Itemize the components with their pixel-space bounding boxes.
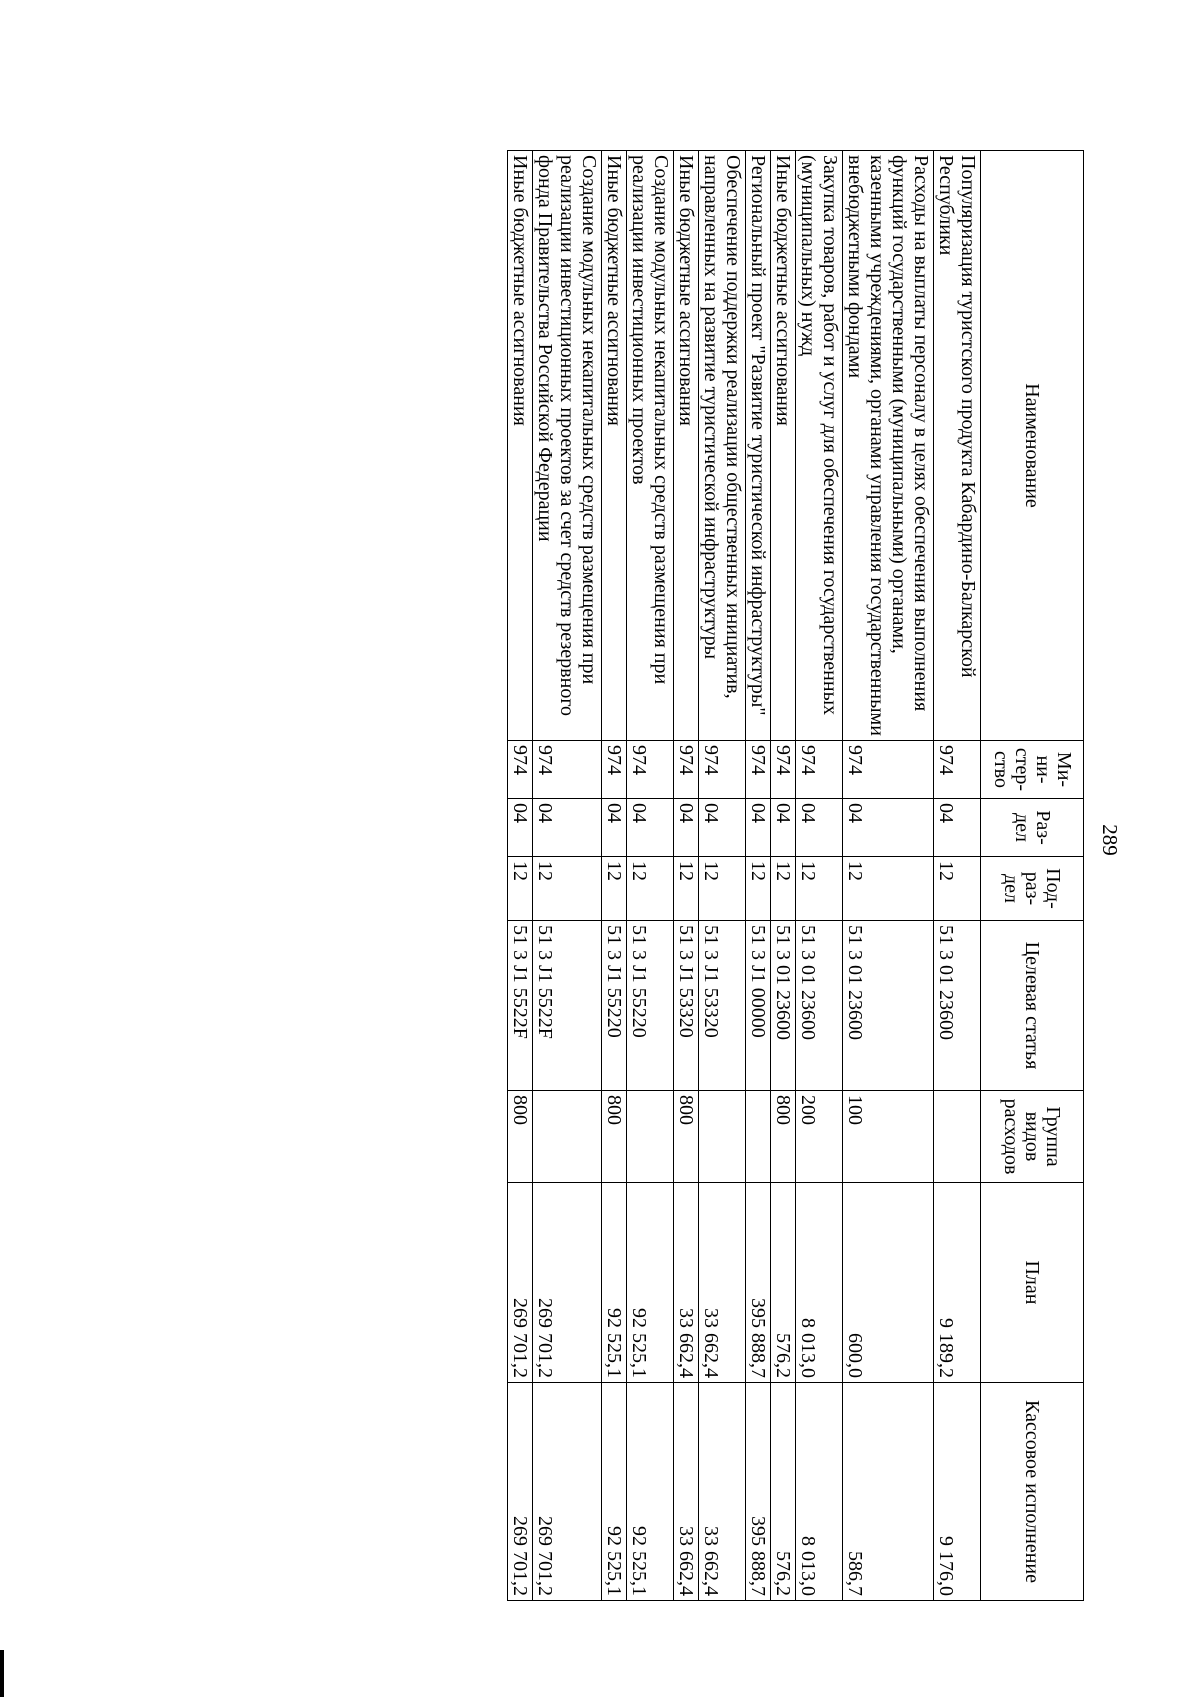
cell-exec: 269 701,2 [533, 1383, 602, 1601]
table-row [602, 151, 627, 1601]
cell-exec: 33 662,4 [674, 1383, 699, 1601]
cell-plan: 33 662,4 [674, 1183, 699, 1383]
cell-name: Региональный проект "Развитие туристической инфраструктуры" [746, 151, 771, 741]
cell-exec: 8 013,0 [796, 1383, 843, 1601]
header-name: Наименование [981, 151, 1084, 741]
cell-name: Иные бюджетные ассигнования [771, 151, 796, 741]
cell-target: 51 3 01 23600 [934, 921, 981, 1091]
cell-target: 51 3 J1 55220 [627, 921, 674, 1091]
table-row [843, 151, 934, 1601]
cell-section: 04 [602, 799, 627, 857]
cell-ministry: 974 [533, 741, 602, 799]
cell-name: Иные бюджетные ассигнования [602, 151, 627, 741]
cell-ministry: 974 [746, 741, 771, 799]
cell-target: 51 3 01 23600 [796, 921, 843, 1091]
cell-exec: 9 176,0 [934, 1383, 981, 1601]
cell-section: 04 [746, 799, 771, 857]
budget-table [507, 150, 1084, 1601]
cell-group: 800 [771, 1091, 796, 1183]
cell-ministry: 974 [674, 741, 699, 799]
cell-exec: 586,7 [843, 1383, 934, 1601]
cell-plan: 92 525,1 [627, 1183, 674, 1383]
cell-name: Обеспечение поддержки реализации общественных инициатив, направленных на развитие туристической инфраструктуры [699, 151, 746, 741]
cell-group: 100 [843, 1091, 934, 1183]
cell-ministry: 974 [602, 741, 627, 799]
scan-edge-mark [0, 1650, 4, 1697]
cell-section: 04 [533, 799, 602, 857]
cell-subsection: 12 [674, 857, 699, 921]
table-header-row [981, 151, 1084, 1601]
table-row [508, 151, 533, 1601]
rotated-content [110, 80, 1130, 1600]
header-exec: Кассовое исполнение [981, 1383, 1084, 1601]
cell-exec: 576,2 [771, 1383, 796, 1601]
cell-ministry: 974 [699, 741, 746, 799]
header-target: Целевая статья [981, 921, 1084, 1091]
cell-ministry: 974 [934, 741, 981, 799]
cell-plan: 269 701,2 [533, 1183, 602, 1383]
cell-section: 04 [699, 799, 746, 857]
cell-section: 04 [674, 799, 699, 857]
cell-subsection: 12 [746, 857, 771, 921]
table-row [533, 151, 602, 1601]
table-row [627, 151, 674, 1601]
cell-section: 04 [771, 799, 796, 857]
cell-subsection: 12 [533, 857, 602, 921]
cell-name: Иные бюджетные ассигнования [674, 151, 699, 741]
cell-subsection: 12 [627, 857, 674, 921]
header-group: Группа видов расходов [981, 1091, 1084, 1183]
cell-group [699, 1091, 746, 1183]
page-number: 289 [1098, 824, 1122, 856]
cell-target: 51 3 J1 53320 [674, 921, 699, 1091]
cell-plan: 600,0 [843, 1183, 934, 1383]
cell-exec: 92 525,1 [627, 1383, 674, 1601]
cell-target: 51 3 J1 5522F [508, 921, 533, 1091]
cell-ministry: 974 [843, 741, 934, 799]
cell-group: 800 [602, 1091, 627, 1183]
cell-plan: 92 525,1 [602, 1183, 627, 1383]
cell-section: 04 [796, 799, 843, 857]
cell-name: Создание модульных некапитальных средств размещения при реализации инвестиционных проектов [627, 151, 674, 741]
cell-subsection: 12 [796, 857, 843, 921]
cell-subsection: 12 [602, 857, 627, 921]
cell-exec: 395 888,7 [746, 1383, 771, 1601]
header-plan: План [981, 1183, 1084, 1383]
cell-target: 51 3 J1 00000 [746, 921, 771, 1091]
cell-group: 200 [796, 1091, 843, 1183]
cell-target: 51 3 J1 55220 [602, 921, 627, 1091]
table-row [746, 151, 771, 1601]
cell-target: 51 3 01 23600 [771, 921, 796, 1091]
cell-section: 04 [934, 799, 981, 857]
cell-plan: 576,2 [771, 1183, 796, 1383]
header-subsection: Под-раз-дел [981, 857, 1084, 921]
table-row [699, 151, 746, 1601]
cell-plan: 8 013,0 [796, 1183, 843, 1383]
header-section: Раз-дел [981, 799, 1084, 857]
table-row [771, 151, 796, 1601]
cell-group: 800 [674, 1091, 699, 1183]
cell-name: Расходы на выплаты персоналу в целях обеспечения выполнения функций государственными (муниципальными) органами, казенными учреждениями, органами управления государственными внебюджетными фондами [843, 151, 934, 741]
cell-subsection: 12 [699, 857, 746, 921]
table-row [796, 151, 843, 1601]
cell-ministry: 974 [508, 741, 533, 799]
cell-plan: 33 662,4 [699, 1183, 746, 1383]
header-ministry: Ми-ни-стер-ство [981, 741, 1084, 799]
cell-plan: 269 701,2 [508, 1183, 533, 1383]
cell-plan: 395 888,7 [746, 1183, 771, 1383]
cell-subsection: 12 [508, 857, 533, 921]
cell-group [533, 1091, 602, 1183]
cell-name: Иные бюджетные ассигнования [508, 151, 533, 741]
cell-name: Популяризация туристского продукта Кабардино-Балкарской Республики [934, 151, 981, 741]
cell-subsection: 12 [771, 857, 796, 921]
cell-ministry: 974 [627, 741, 674, 799]
cell-ministry: 974 [771, 741, 796, 799]
table-row [934, 151, 981, 1601]
cell-group [746, 1091, 771, 1183]
cell-section: 04 [508, 799, 533, 857]
cell-name: Закупка товаров, работ и услуг для обеспечения государственных (муниципальных) нужд [796, 151, 843, 741]
cell-target: 51 3 01 23600 [843, 921, 934, 1091]
cell-name: Создание модульных некапитальных средств размещения при реализации инвестиционных проектов за счет средств резервного фонда Правительства Российской Федерации [533, 151, 602, 741]
cell-subsection: 12 [843, 857, 934, 921]
cell-exec: 92 525,1 [602, 1383, 627, 1601]
cell-target: 51 3 J1 53320 [699, 921, 746, 1091]
cell-plan: 9 189,2 [934, 1183, 981, 1383]
cell-group [627, 1091, 674, 1183]
cell-group: 800 [508, 1091, 533, 1183]
cell-ministry: 974 [796, 741, 843, 799]
table-row [674, 151, 699, 1601]
cell-exec: 33 662,4 [699, 1383, 746, 1601]
cell-section: 04 [627, 799, 674, 857]
cell-subsection: 12 [934, 857, 981, 921]
cell-group [934, 1091, 981, 1183]
cell-exec: 269 701,2 [508, 1383, 533, 1601]
cell-section: 04 [843, 799, 934, 857]
cell-target: 51 3 J1 5522F [533, 921, 602, 1091]
